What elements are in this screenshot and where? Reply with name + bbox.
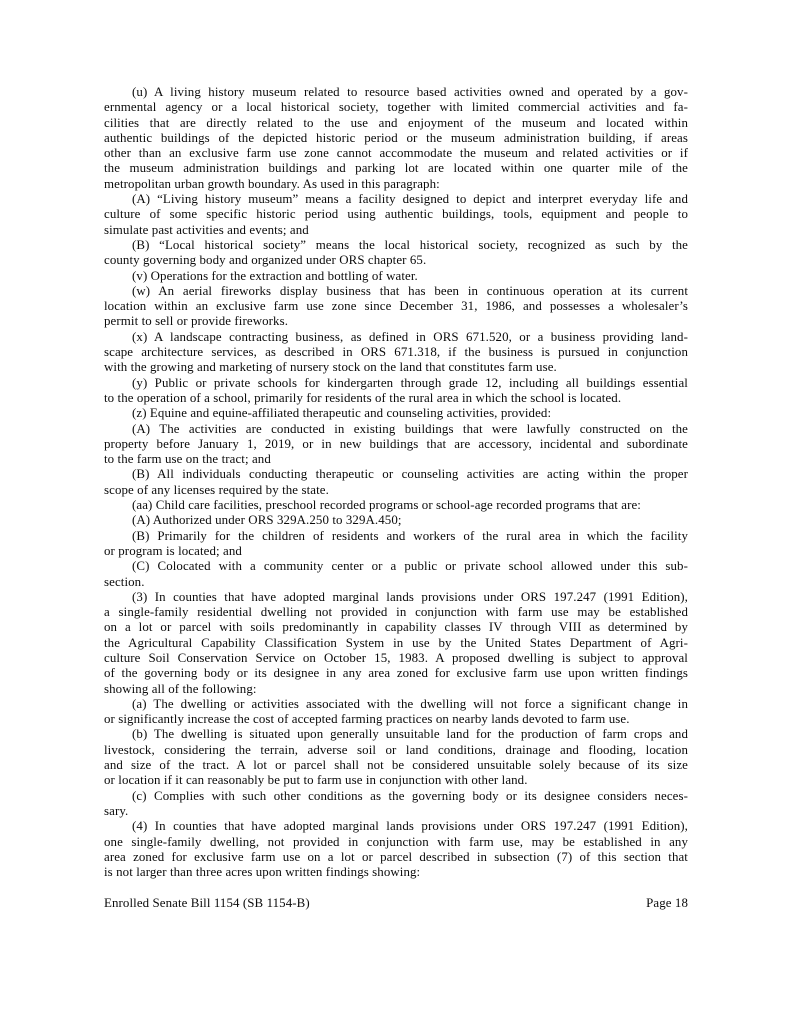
footer — [104, 896, 688, 911]
text-line: metropolitan urban growth boundary. As used in this paragraph: — [104, 176, 440, 191]
text-line: sary. — [104, 803, 129, 818]
text-line: culture Soil Conservation Service on October 15, 1983. A proposed dwelling is subject to approval — [104, 650, 688, 665]
text-line: to the farm use on the tract; and — [104, 452, 271, 467]
text-line: (w) An aerial fireworks display business that has been in continuous operation at its current — [132, 283, 688, 298]
text-line: (A) “Living history museum” means a facility designed to depict and interpret everyday life and — [132, 192, 688, 207]
text-line: on a lot or parcel with soils predominantly in capability classes IV through VIII as determined by — [104, 620, 688, 635]
text-line: and size of the tract. A lot or parcel shall not be considered unsuitable solely because of its size — [104, 758, 688, 773]
paragraph — [104, 529, 688, 560]
text-line: scope of any licenses required by the state. — [104, 482, 329, 497]
paragraph — [104, 330, 688, 376]
text-line: with the growing and marketing of nursery stock on the land that constitutes farm use. — [104, 360, 557, 375]
text-line: (v) Operations for the extraction and bottling of water. — [132, 268, 418, 283]
text-line: showing all of the following: — [104, 681, 257, 696]
text-line: (B) Primarily for the children of residents and workers of the rural area in which the facility — [132, 528, 688, 543]
paragraph — [104, 559, 688, 590]
paragraph — [104, 192, 688, 238]
text-line: or location if it can reasonably be put to farm use in conjunction with other land. — [104, 773, 528, 788]
text-line: (c) Complies with such other conditions as the governing body or its designee considers neces- — [132, 788, 688, 803]
paragraph — [104, 406, 688, 421]
text-line: (aa) Child care facilities, preschool recorded programs or school-age recorded programs that are: — [132, 498, 641, 513]
text-line: a single-family residential dwelling not provided in conjunction with farm use may be established — [104, 605, 688, 620]
text-line: (4) In counties that have adopted marginal lands provisions under ORS 197.247 (1991 Edition), — [132, 819, 688, 834]
paragraph — [104, 467, 688, 498]
text-line: (B) All individuals conducting therapeutic or counseling activities are acting within the proper — [132, 467, 688, 482]
text-line: (u) A living history museum related to resource based activities owned and operated by a gov- — [132, 85, 688, 99]
footer-bill-title: Enrolled Senate Bill 1154 (SB 1154-B) — [104, 896, 310, 910]
text-line: (y) Public or private schools for kindergarten through grade 12, including all buildings essential — [132, 375, 688, 390]
text-line: the Agricultural Capability Classification System in use by the United States Department of Agri- — [104, 635, 688, 650]
paragraph — [104, 269, 688, 284]
text-line: culture of some specific historic period using authentic buildings, tools, equipment and people to — [104, 207, 688, 222]
paragraph — [104, 819, 688, 880]
paragraph — [104, 284, 688, 330]
text-line: authentic buildings of the depicted historic period or the museum administration building, if areas — [104, 130, 688, 145]
text-line: (z) Equine and equine-affiliated therapeutic and counseling activities, provided: — [132, 406, 552, 421]
text-line: (C) Colocated with a community center or a public or private school allowed under this sub- — [132, 559, 688, 574]
text-line: livestock, considering the terrain, adverse soil or land conditions, drainage and flooding, location — [104, 742, 688, 757]
text-line: permit to sell or provide fireworks. — [104, 314, 289, 329]
paragraph — [104, 238, 688, 269]
text-line: the museum administration buildings and parking lot are located within one quarter mile of the — [104, 161, 688, 176]
paragraph — [104, 727, 688, 788]
paragraph — [104, 85, 688, 192]
text-line: scape architecture services, as described in ORS 671.318, if the business is pursued in conjunction — [104, 345, 688, 360]
document-body — [104, 85, 688, 880]
text-line: county governing body and organized under ORS chapter 65. — [104, 253, 427, 268]
text-line: cilities that are directly related to the use and enjoyment of the museum and located within — [104, 115, 688, 130]
paragraph — [104, 422, 688, 468]
text-line: or significantly increase the cost of accepted farming practices on nearby lands devoted to farm use. — [104, 712, 630, 727]
text-line: (b) The dwelling is situated upon generally unsuitable land for the production of farm crops and — [132, 727, 688, 742]
paragraph — [104, 590, 688, 697]
text-line: (A) Authorized under ORS 329A.250 to 329A.450; — [132, 513, 402, 528]
text-line: (x) A landscape contracting business, as defined in ORS 671.520, or a business providing land- — [132, 329, 688, 344]
paragraph — [104, 513, 688, 528]
text-line: (3) In counties that have adopted marginal lands provisions under ORS 197.247 (1991 Edition), — [132, 589, 688, 604]
paragraph — [104, 697, 688, 728]
text-line: one single-family dwelling, not provided in conjunction with farm use, may be established in any — [104, 834, 688, 849]
paragraph — [104, 376, 688, 407]
text-line: area zoned for exclusive farm use on a lot or parcel described in subsection (7) of this section that — [104, 849, 688, 864]
footer-page-number: Page 18 — [646, 896, 688, 910]
paragraph — [104, 498, 688, 513]
text-line: or program is located; and — [104, 543, 242, 558]
text-line: of the governing body or its designee in any area zoned for exclusive farm use upon written findings — [104, 666, 688, 681]
text-line: ernmental agency or a local historical society, together with limited commercial activities and fa- — [104, 100, 688, 115]
text-line: (A) The activities are conducted in existing buildings that were lawfully constructed on the — [132, 421, 688, 436]
text-line: to the operation of a school, primarily for residents of the rural area in which the school is located. — [104, 390, 622, 405]
text-line: simulate past activities and events; and — [104, 222, 309, 237]
text-line: property before January 1, 2019, or in new buildings that are accessory, incidental and subordinate — [104, 436, 688, 451]
text-line: is not larger than three acres upon written findings showing: — [104, 865, 421, 880]
text-line: other than an exclusive farm use zone cannot accommodate the museum and related activities or if — [104, 146, 688, 161]
text-line: (a) The dwelling or activities associated with the dwelling will not force a significant change in — [132, 696, 688, 711]
paragraph — [104, 789, 688, 820]
text-line: (B) “Local historical society” means the local historical society, recognized as such by the — [132, 237, 688, 252]
text-line: section. — [104, 574, 145, 589]
text-line: location within an exclusive farm use zone since December 31, 1986, and possesses a wholesaler’s — [104, 299, 688, 314]
